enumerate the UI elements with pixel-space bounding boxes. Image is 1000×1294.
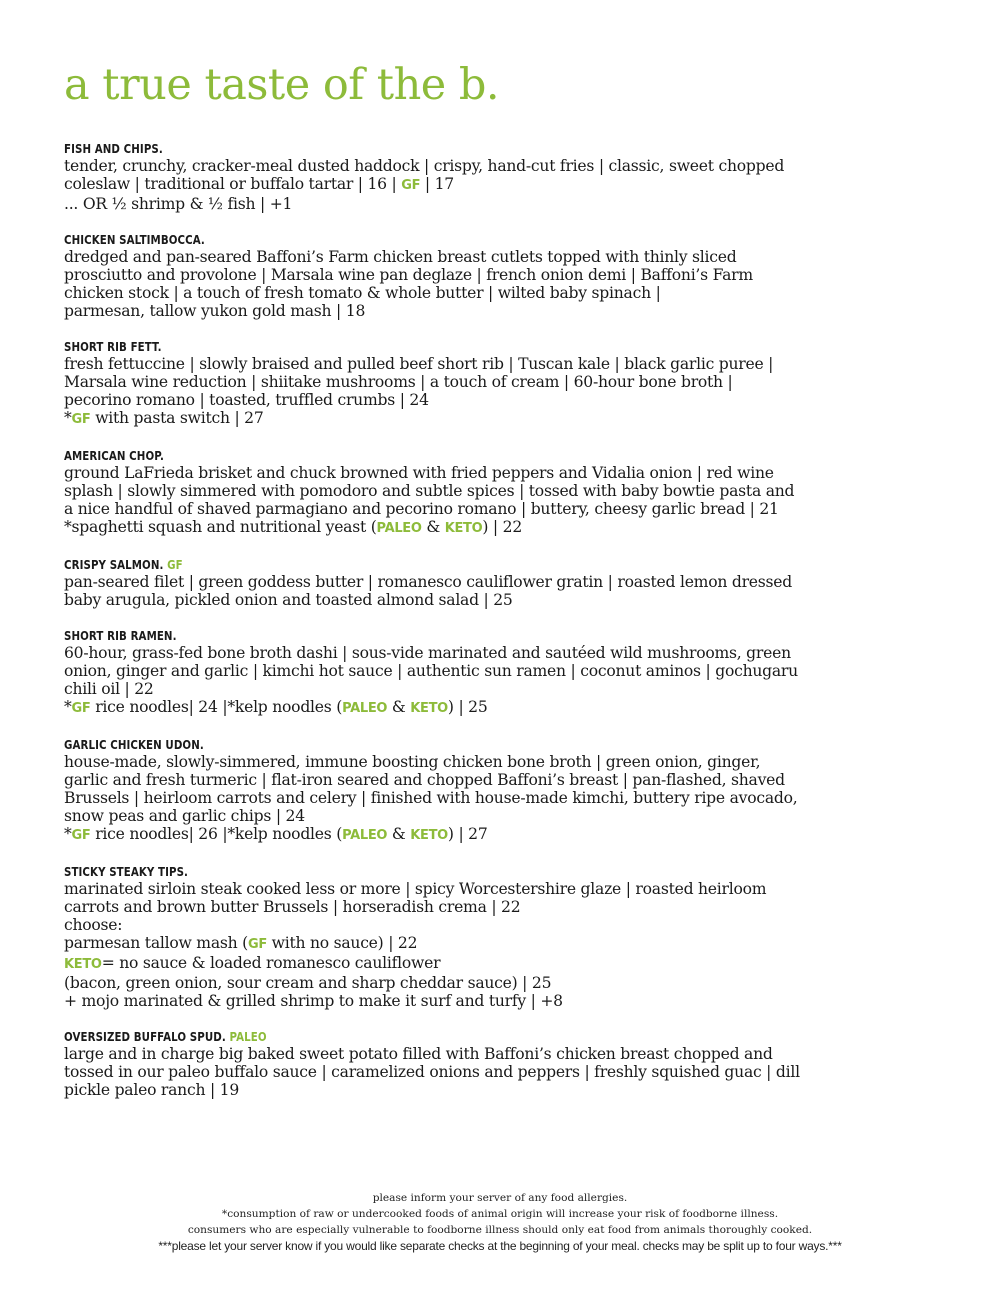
description-line: carrots and brown butter Brussels | horseradish crema | 22 — [64, 898, 521, 916]
diet-tag: KETO — [64, 957, 102, 972]
description-line: large and in charge big baked sweet potato filled with Baffoni’s chicken breast chopped and — [64, 1045, 773, 1063]
description-text: & — [387, 698, 411, 716]
description-text: ) | 27 — [447, 825, 488, 843]
item-name — [64, 863, 786, 880]
menu-item — [64, 231, 944, 320]
separate-checks-note: ***please let your server know if you would like separate checks at the beginning of your meal. checks may be split up to four ways.*** — [158, 1239, 842, 1253]
menu-item — [64, 863, 944, 1010]
description-line — [64, 698, 944, 718]
description-line: pickle paleo ranch | 19 — [64, 1081, 239, 1099]
description-line — [64, 518, 944, 538]
description-line — [64, 175, 944, 195]
description-line: snow peas and garlic chips | 24 — [64, 807, 305, 825]
description-line: baby arugula, pickled onion and toasted almond salad | 25 — [64, 591, 513, 609]
item-name-text: GARLIC CHICKEN UDON. — [64, 737, 204, 752]
description-line: fresh fettuccine | slowly braised and pulled beef short rib | Tuscan kale | black garlic puree | — [64, 355, 774, 373]
description-line: parmesan, tallow yukon gold mash | 18 — [64, 302, 366, 320]
description-text: rice noodles| 26 |*kelp noodles ( — [90, 825, 343, 843]
diet-tag: KETO — [410, 828, 448, 843]
description-line — [64, 954, 944, 974]
description-line — [64, 409, 944, 429]
description-line: marinated sirloin steak cooked less or more | spicy Worcestershire glaze | roasted heirloom — [64, 880, 767, 898]
diet-tag: GF — [401, 178, 421, 193]
description-line — [64, 934, 944, 954]
item-name-text: FISH AND CHIPS. — [64, 141, 163, 156]
description-line: Brussels | heirloom carrots and celery | finished with house-made kimchi, buttery ripe avocado, — [64, 789, 798, 807]
diet-tag: PALEO — [342, 701, 388, 716]
item-description — [64, 157, 944, 213]
item-name-text: CRISPY SALMON. — [64, 557, 164, 572]
description-text: *spaghetti squash and nutritional yeast ( — [64, 518, 377, 536]
description-line: garlic and fresh turmeric | flat-iron seared and chopped Baffoni’s breast | pan-flashed, shaved — [64, 771, 785, 789]
menu-item — [64, 736, 944, 845]
item-name-text: STICKY STEAKY TIPS. — [64, 864, 189, 879]
item-description — [64, 248, 944, 320]
footer-notes — [0, 1190, 1000, 1254]
description-text: coleslaw | traditional or buffalo tartar | 16 | — [64, 175, 402, 193]
item-name-text: SHORT RIB RAMEN. — [64, 628, 177, 643]
menu-items — [64, 140, 944, 1117]
description-line: house-made, slowly-simmered, immune boosting chicken bone broth | green onion, ginger, — [64, 753, 761, 771]
item-name — [64, 140, 786, 157]
diet-tag: KETO — [410, 701, 448, 716]
description-line: pecorino romano | toasted, truffled crumbs | 24 — [64, 391, 429, 409]
description-line: tossed in our paleo buffalo sauce | caramelized onions and peppers | freshly squished guac | dill — [64, 1063, 800, 1081]
item-description — [64, 753, 944, 845]
diet-tag: GF — [71, 412, 91, 427]
description-line: + mojo marinated & grilled shrimp to make it surf and turfy | +8 — [64, 992, 563, 1010]
menu-item — [64, 556, 944, 609]
item-description — [64, 644, 944, 718]
diet-tag: GF — [71, 828, 91, 843]
description-text: parmesan tallow mash ( — [64, 934, 248, 952]
item-description — [64, 573, 944, 609]
description-text: * — [64, 409, 72, 427]
item-name — [64, 556, 786, 573]
item-name — [64, 231, 786, 248]
item-description — [64, 355, 944, 429]
description-line: dredged and pan-seared Baffoni’s Farm chicken breast cutlets topped with thinly sliced — [64, 248, 737, 266]
description-line: prosciutto and provolone | Marsala wine pan deglaze | french onion demi | Baffoni’s Farm — [64, 266, 753, 284]
description-line: ... OR ½ shrimp & ½ fish | +1 — [64, 195, 293, 213]
item-name — [64, 1028, 786, 1045]
diet-tag: PALEO — [376, 521, 422, 536]
description-line: pan-seared filet | green goddess butter | romanesco cauliflower gratin | roasted lemon dressed — [64, 573, 792, 591]
description-text: ) | 22 — [482, 518, 522, 536]
description-text: & — [421, 518, 445, 536]
item-description — [64, 1045, 944, 1099]
menu-item — [64, 1028, 944, 1099]
menu-item — [64, 140, 944, 213]
diet-tag: GF — [71, 701, 91, 716]
description-line: 60-hour, grass-fed bone broth dashi | sous-vide marinated and sautéed wild mushrooms, green — [64, 644, 791, 662]
description-text: with no sauce) | 22 — [266, 934, 418, 952]
allergy-note: please inform your server of any food allergies. — [372, 1192, 628, 1204]
item-name-text: CHICKEN SALTIMBOCCA. — [64, 232, 205, 247]
description-line: ground LaFrieda brisket and chuck browned with fried peppers and Vidalia onion | red wine — [64, 464, 774, 482]
item-name — [64, 338, 786, 355]
menu-item — [64, 627, 944, 718]
item-name — [64, 736, 786, 753]
description-text: rice noodles| 24 |*kelp noodles ( — [90, 698, 343, 716]
diet-tag: PALEO — [229, 1029, 267, 1044]
vulnerable-consumers-note: consumers who are especially vulnerable to foodborne illness should only eat food from animals thoroughly cooked. — [187, 1224, 813, 1236]
item-description — [64, 880, 944, 1010]
diet-tag: GF — [167, 557, 183, 572]
description-line: onion, ginger and garlic | kimchi hot sauce | authentic sun ramen | coconut aminos | gochugaru — [64, 662, 798, 680]
description-line: chili oil | 22 — [64, 680, 154, 698]
description-text: & — [387, 825, 411, 843]
description-line: choose: — [64, 916, 123, 934]
menu-item — [64, 338, 944, 429]
item-name-text: SHORT RIB FETT. — [64, 339, 162, 354]
item-name — [64, 447, 786, 464]
description-text: with pasta switch | 27 — [90, 409, 264, 427]
item-name-text: OVERSIZED BUFFALO SPUD. — [64, 1029, 226, 1044]
description-line: chicken stock | a touch of fresh tomato & whole butter | wilted baby spinach | — [64, 284, 661, 302]
item-description — [64, 464, 944, 538]
menu-title: a true taste of the b. — [64, 60, 500, 110]
description-line: tender, crunchy, cracker-meal dusted haddock | crispy, hand-cut fries | classic, sweet chopped — [64, 157, 785, 175]
description-line: a nice handful of shaved parmagiano and pecorino romano | buttery, cheesy garlic bread | 21 — [64, 500, 779, 518]
raw-food-warning: *consumption of raw or undercooked foods of animal origin will increase your risk of foodborne illness. — [221, 1208, 779, 1220]
description-text: ) | 25 — [447, 698, 488, 716]
diet-tag: GF — [247, 937, 267, 952]
item-name-text: AMERICAN CHOP. — [64, 448, 164, 463]
description-text: * — [64, 825, 72, 843]
description-text: = no sauce & loaded romanesco cauliflower — [101, 954, 441, 972]
description-line — [64, 825, 944, 845]
description-line: (bacon, green onion, sour cream and sharp cheddar sauce) | 25 — [64, 974, 552, 992]
item-name — [64, 627, 786, 644]
diet-tag: KETO — [444, 521, 483, 536]
description-text: | 17 — [420, 175, 454, 193]
description-text: * — [64, 698, 72, 716]
description-line: splash | slowly simmered with pomodoro and subtle spices | tossed with baby bowtie pasta and — [64, 482, 795, 500]
diet-tag: PALEO — [342, 828, 388, 843]
description-line: Marsala wine reduction | shiitake mushrooms | a touch of cream | 60-hour bone broth | — [64, 373, 733, 391]
menu-item — [64, 447, 944, 538]
